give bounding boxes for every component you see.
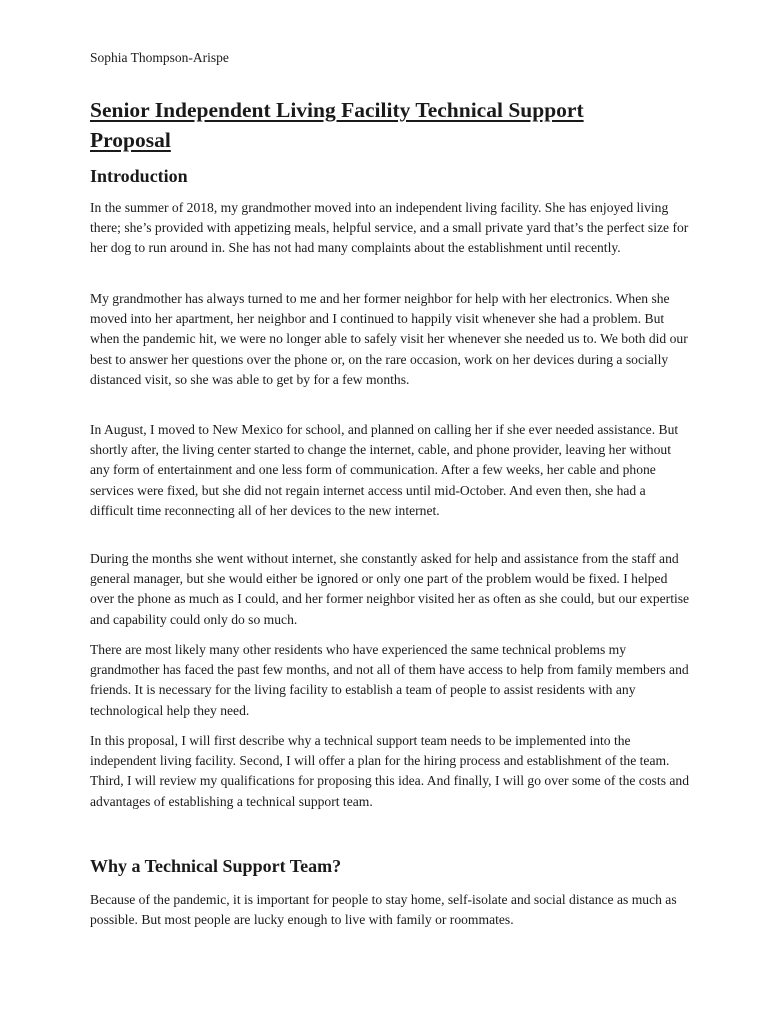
introduction-paragraph-6: In this proposal, I will first describe why a technical support team needs to be implemented into the independent living facility. Second, I will offer a plan for the hiring process and establishment of the team. Third, I will review my qualifications for proposing this idea. And finally, I will go over some of the costs and advantages of establishing a technical support team. — [90, 733, 690, 809]
introduction-paragraph-3: In August, I moved to New Mexico for school, and planned on calling her if she ever needed assistance. But shortly after, the living center started to change the internet, cable, and phone provider, leaving her without any form of entertainment and one less form of communication. After a few weeks, her cable and phone services were fixed, but she did not regain internet access until mid-October. And even then, she had a difficult time reconnecting all of her devices to the new internet. — [90, 422, 679, 518]
section-heading-introduction: Introduction — [90, 166, 188, 186]
introduction-paragraph-2: My grandmother has always turned to me and her former neighbor for help with her electronics. When she moved into her apartment, her neighbor and I continued to happily visit whenever she had a problem. But when the pandemic hit, we were no longer able to safely visit her whenever she needed us to. We both did our best to answer her questions over the phone or, on the rare occasion, work on her devices during a socially distanced visit, so she was able to get by for a few months. — [90, 291, 688, 387]
introduction-paragraph-5: There are most likely many other residents who have experienced the same technical problems my grandmother has faced the past few months, and not all of them have access to help from family members and friends. It is necessary for the living facility to establish a team of people to assist residents with any technological help they need. — [90, 642, 689, 718]
section-heading-why-technical-support: Why a Technical Support Team? — [90, 856, 342, 876]
introduction-paragraph-4: During the months she went without internet, she constantly asked for help and assistance from the staff and general manager, but she would either be ignored or only one part of the problem would be fixed. I helped over the phone as much as I could, and her former neighbor visited her as often as she could, but our expertise and capability could only do so much. — [90, 551, 690, 627]
document-title: Senior Independent Living Facility Technical Support Proposal — [90, 98, 584, 152]
why-section-paragraph-1: Because of the pandemic, it is important for people to stay home, self-isolate and social distance as much as possible. But most people are lucky enough to live with family or roommates. — [90, 892, 677, 928]
introduction-paragraph-1: In the summer of 2018, my grandmother moved into an independent living facility. She has enjoyed living there; she’s provided with appetizing meals, helpful service, and a small private yard that’s the perfect size for her dog to run around in. She has not had many complaints about the establishment until recently. — [90, 200, 689, 256]
author-name: Sophia Thompson-Arispe — [90, 50, 229, 65]
